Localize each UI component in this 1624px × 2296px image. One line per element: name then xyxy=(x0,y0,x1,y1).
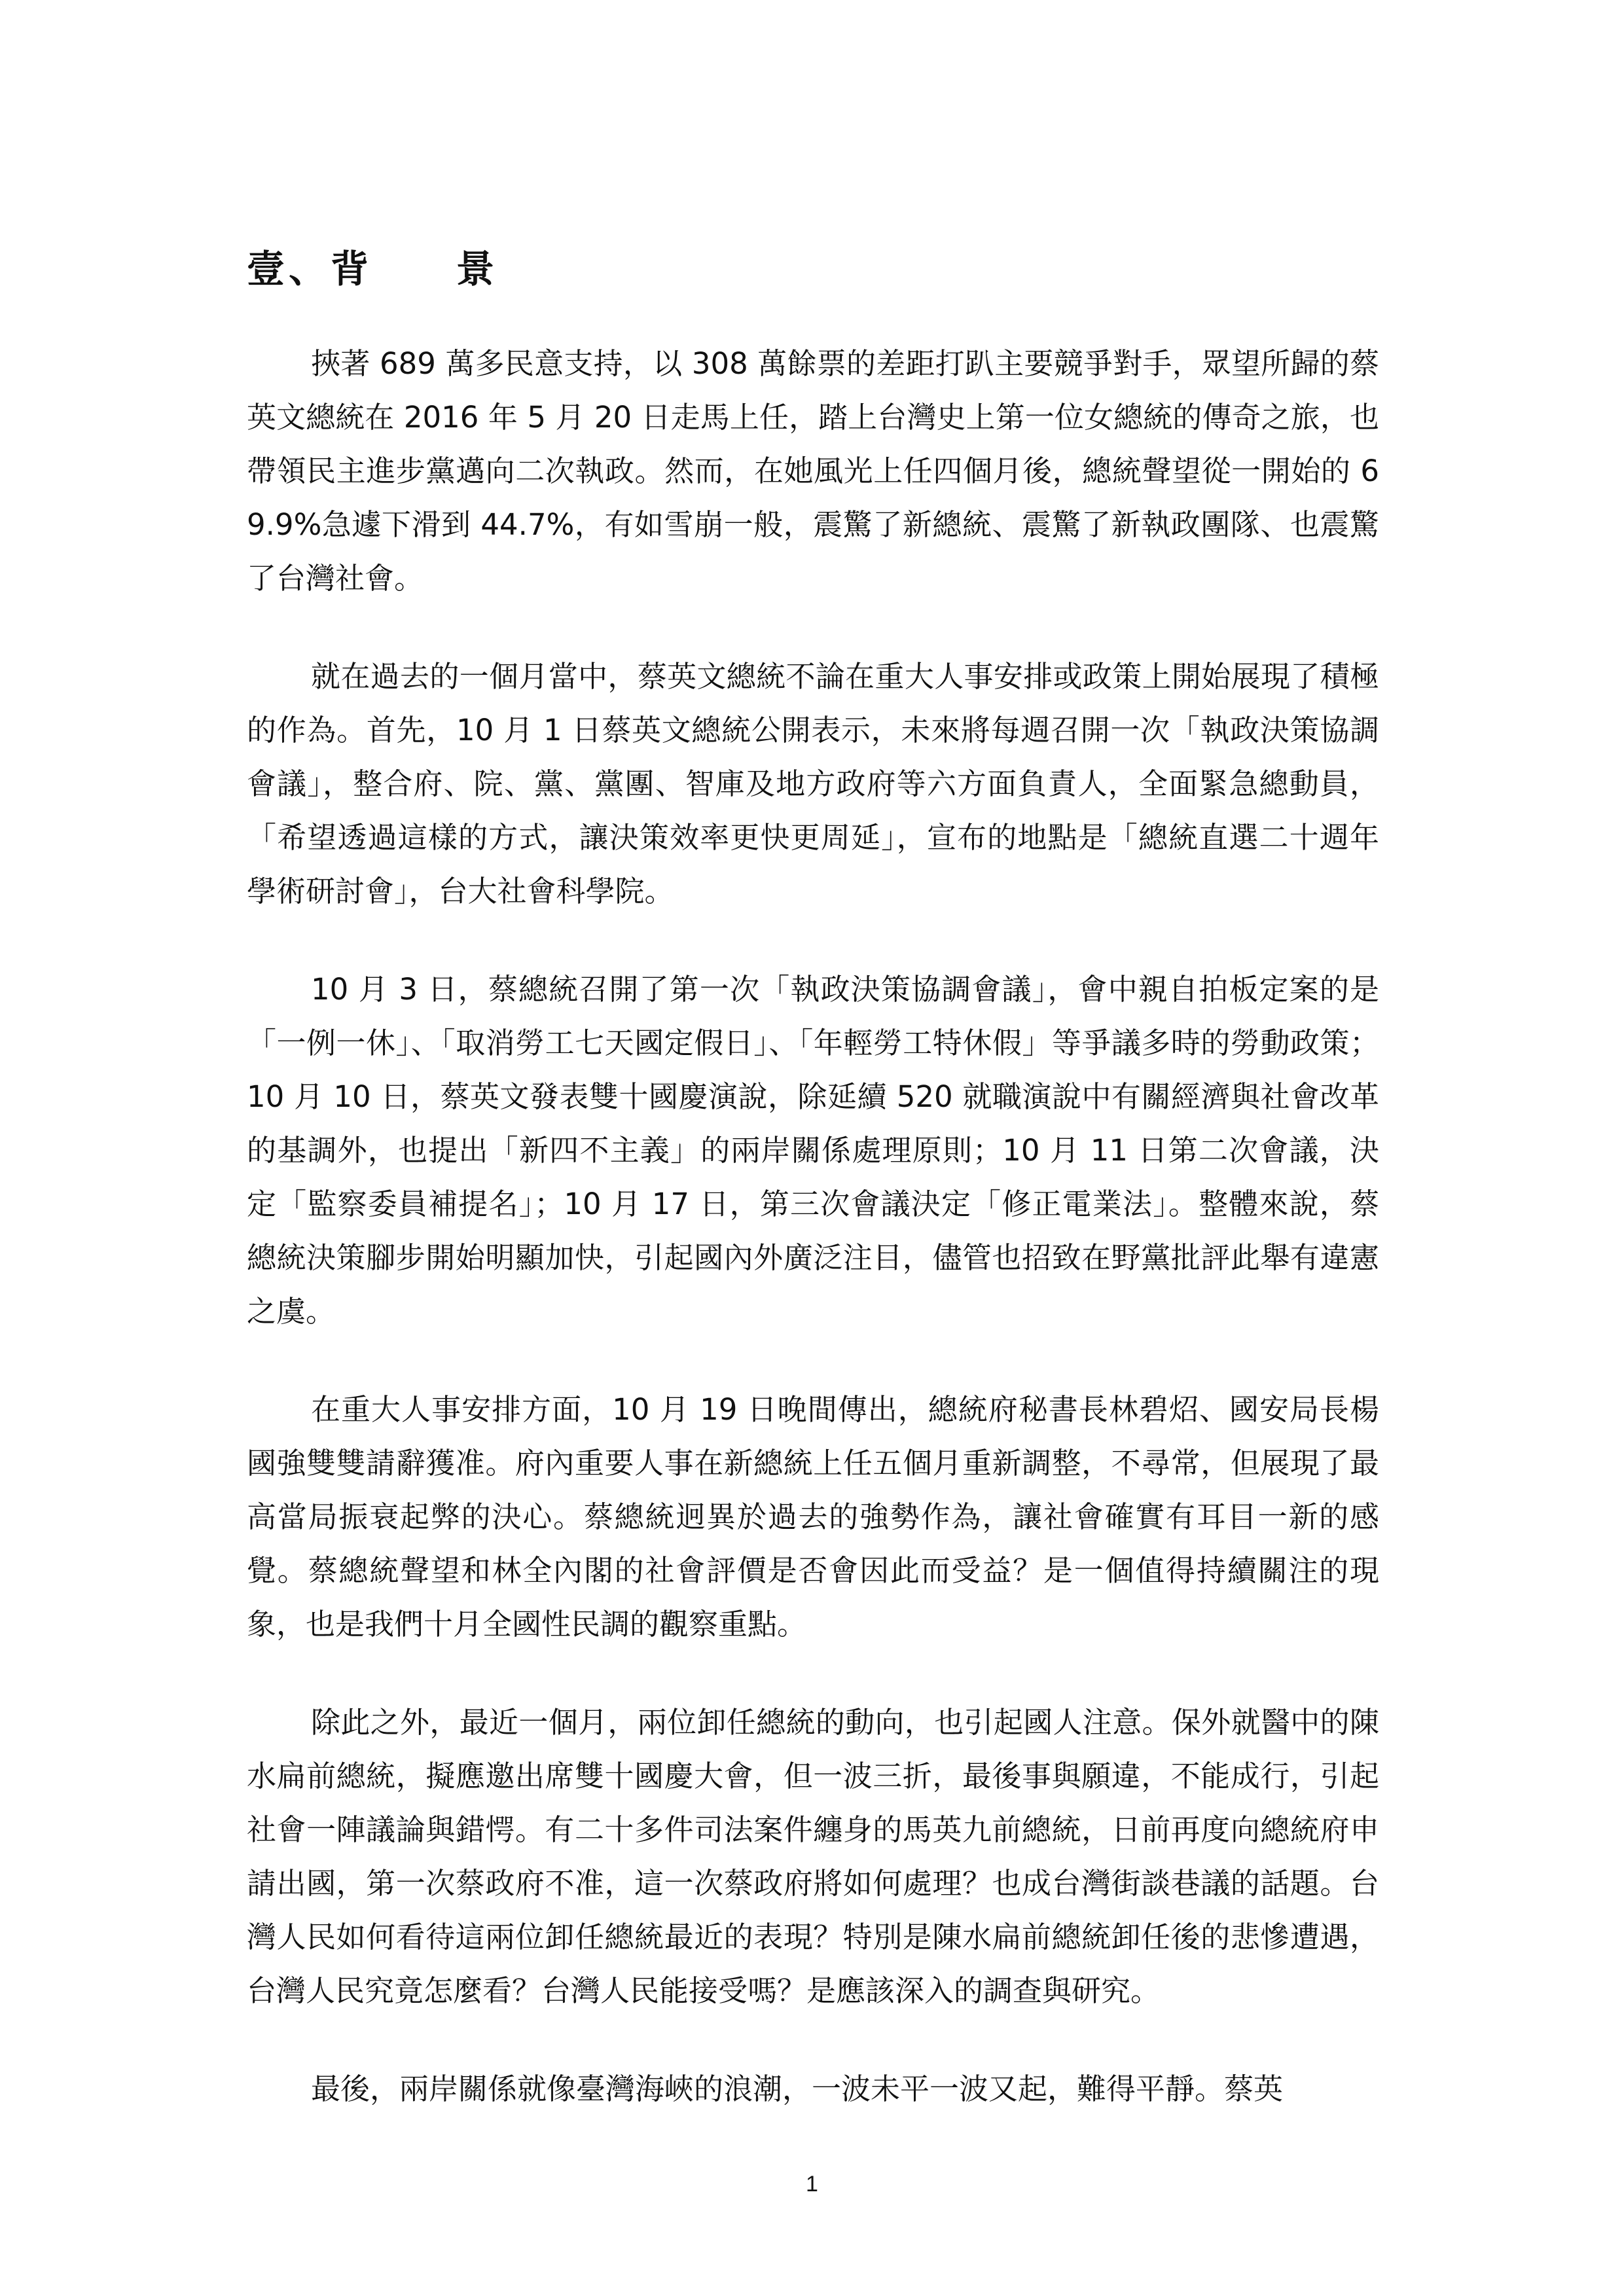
paragraph-5: 除此之外，最近一個月，兩位卸任總統的動向，也引起國人注意。保外就醫中的陳水扁前總統，擬應邀出席雙十國慶大會，但一波三折，最後事與願違，不能成行，引起社會一陣議論與錯愕。有二十多件司法案件纏身的馬英九前總統，日前再度向總統府申請出國，第一次蔡政府不准，這一次蔡政府將如何處理？也成台灣街談巷議的話題。台灣人民如何看待這兩位卸任總統最近的表現？特別是陳水扁前總統卸任後的悲慘遭遇，台灣人民究竟怎麼看？台灣人民能接受嗎？是應該深入的調查與研究。 xyxy=(247,1705,1379,2008)
body-text xyxy=(247,337,1379,2161)
paragraph-3: 10 月 3 日，蔡總統召開了第一次「執政決策協調會議」，會中親自拍板定案的是「一例一休」、「取消勞工七天國定假日」、「年輕勞工特休假」等爭議多時的勞動政策；10 月 10 日，蔡英文發表雙十國慶演說，除延續 520 就職演說中有關經濟與社會改革的基調外，也提出「新四不主義」的兩岸關係處理原則；10 月 11 日第二次會議，決定「監察委員補提名」；10 月 17 日，第三次會議決定「修正電業法」。整體來說，蔡總統決策腳步開始明顯加快，引起國內外廣泛注目，儘管也招致在野黨批評此舉有違憲之虞。 xyxy=(247,972,1379,1329)
paragraph-6: 最後，兩岸關係就像臺灣海峽的浪潮，一波未平一波又起，難得平靜。蔡英 xyxy=(311,2072,1284,2106)
paragraph-2: 就在過去的一個月當中，蔡英文總統不論在重大人事安排或政策上開始展現了積極的作為。首先，10 月 1 日蔡英文總統公開表示，未來將每週召開一次「執政決策協調會議」，整合府、院、黨、黨團、智庫及地方政府等六方面負責人，全面緊急總動員，「希望透過這樣的方式，讓決策效率更快更周延」，宣布的地點是「總統直選二十週年學術研討會」，台大社會科學院。 xyxy=(247,659,1379,908)
paragraph-4: 在重大人事安排方面，10 月 19 日晚間傳出，總統府秘書長林碧炤、國安局長楊國強雙雙請辭獲准。府內重要人事在新總統上任五個月重新調整，不尋常，但展現了最高當局振衰起弊的決心。蔡總統迥異於過去的強勢作為，讓社會確實有耳目一新的感覺。蔡總統聲望和林全內閣的社會評價是否會因此而受益？是一個值得持續關注的現象，也是我們十月全國性民調的觀察重點。 xyxy=(247,1392,1379,1641)
section-heading: 壹、背 景 xyxy=(247,247,499,291)
paragraph-1: 挾著 689 萬多民意支持，以 308 萬餘票的差距打趴主要競爭對手，眾望所歸的蔡英文總統在 2016 年 5 月 20 日走馬上任，踏上台灣史上第一位女總統的傳奇之旅，也帶領民主進步黨邁向二次執政。然而，在她風光上任四個月後，總統聲望從一開始的 69.9%急遽下滑到 44.7%，有如雪崩一般，震驚了新總統、震驚了新執政團隊、也震驚了台灣社會。 xyxy=(247,346,1379,596)
page-number: 1 xyxy=(806,2172,818,2197)
